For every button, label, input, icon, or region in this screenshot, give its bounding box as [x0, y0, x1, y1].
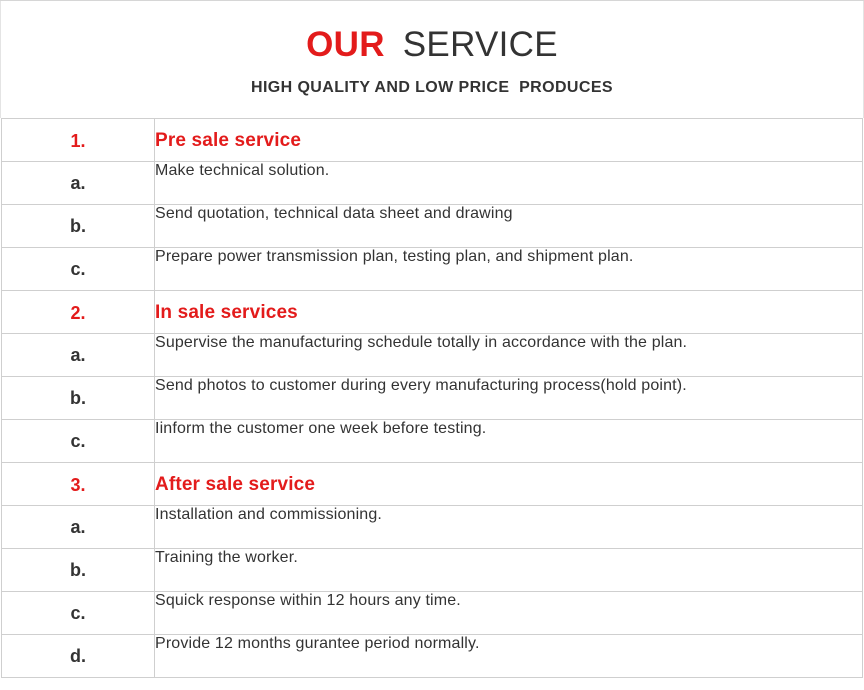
- item-letter: c.: [2, 592, 155, 635]
- item-text: Installation and commissioning.: [155, 506, 863, 549]
- item-letter: b.: [2, 205, 155, 248]
- section-row-in-sale: [2, 291, 863, 334]
- page-header: [0, 1, 864, 118]
- section-title: In sale services: [155, 291, 863, 334]
- title-accent: OUR: [306, 25, 385, 64]
- section-title: Pre sale service: [155, 119, 863, 162]
- item-text: Squick response within 12 hours any time.: [155, 592, 863, 635]
- table-row: [2, 506, 863, 549]
- title-rest: SERVICE: [402, 25, 558, 64]
- service-table: [1, 118, 863, 678]
- item-text: Make technical solution.: [155, 162, 863, 205]
- item-text: Supervise the manufacturing schedule totally in accordance with the plan.: [155, 334, 863, 377]
- item-text: Iinform the customer one week before testing.: [155, 420, 863, 463]
- item-letter: a.: [2, 334, 155, 377]
- item-text: Send photos to customer during every manufacturing process(hold point).: [155, 377, 863, 420]
- table-row: [2, 592, 863, 635]
- page-subtitle: HIGH QUALITY AND LOW PRICE PRODUCES: [251, 79, 613, 96]
- item-letter: c.: [2, 248, 155, 291]
- item-letter: b.: [2, 377, 155, 420]
- item-letter: b.: [2, 549, 155, 592]
- page-title: [1, 24, 863, 66]
- table-row: [2, 377, 863, 420]
- section-title: After sale service: [155, 463, 863, 506]
- table-row: [2, 205, 863, 248]
- section-number: 1.: [2, 119, 155, 162]
- table-row: [2, 334, 863, 377]
- section-row-after-sale: [2, 463, 863, 506]
- table-row: [2, 162, 863, 205]
- item-letter: a.: [2, 506, 155, 549]
- item-text: Prepare power transmission plan, testing plan, and shipment plan.: [155, 248, 863, 291]
- item-letter: c.: [2, 420, 155, 463]
- table-row: [2, 420, 863, 463]
- section-number: 2.: [2, 291, 155, 334]
- section-row-pre-sale: [2, 119, 863, 162]
- item-letter: d.: [2, 635, 155, 678]
- item-text: Provide 12 months gurantee period normally.: [155, 635, 863, 678]
- item-text: Training the worker.: [155, 549, 863, 592]
- table-row: [2, 549, 863, 592]
- item-letter: a.: [2, 162, 155, 205]
- item-text: Send quotation, technical data sheet and drawing: [155, 205, 863, 248]
- table-row: [2, 248, 863, 291]
- section-number: 3.: [2, 463, 155, 506]
- table-row: [2, 635, 863, 678]
